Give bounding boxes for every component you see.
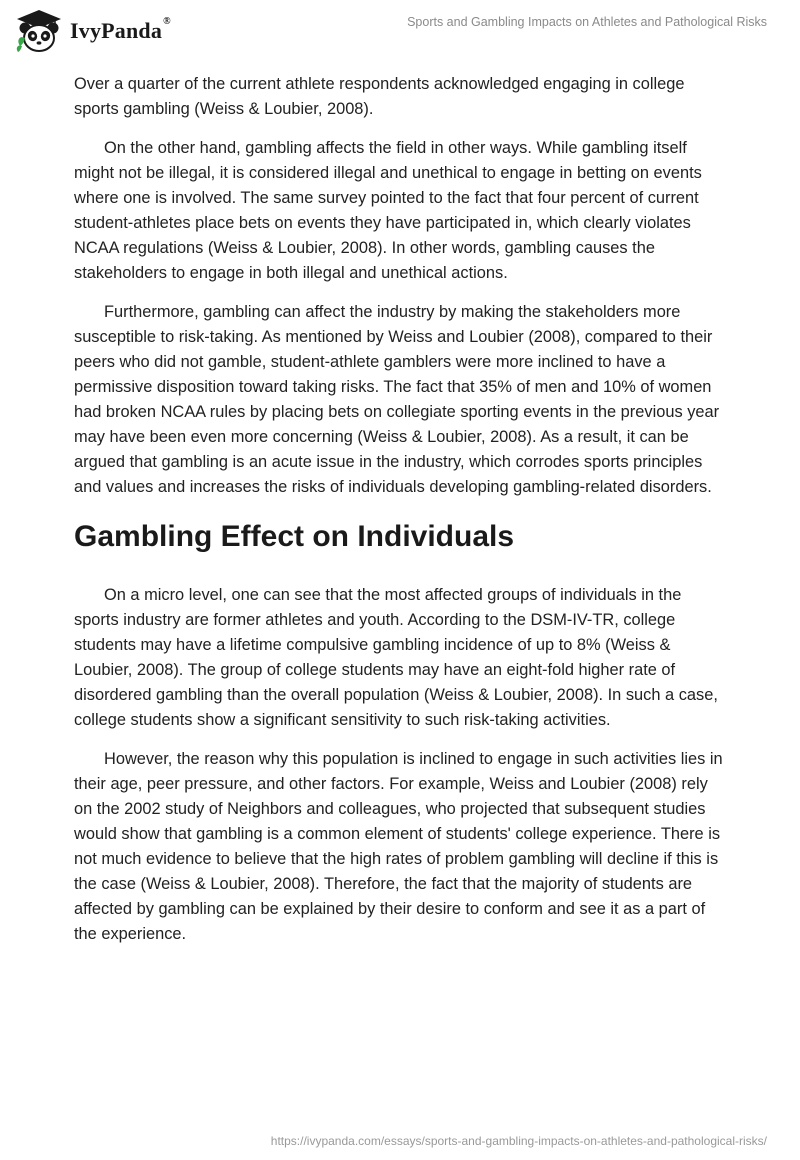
paragraph-3: Furthermore, gambling can affect the industry by making the stakeholders more susceptible to risk-taking. As mentioned by Weiss and Loubier (2008), compared to their peers who did not gamble, student-athlete gamblers were more inclined to have a permissive disposition toward taking risks. The fact that 35% of men and 10% of women had broken NCAA rules by placing bets on collegiate sporting events in the previous year may have been even more concerning (Weiss & Loubier, 2008). As a result, it can be argued that gambling is an acute issue in the industry, which corrodes sports principles and values and increases the risks of individuals developing gambling-related disorders.	[74, 303, 720, 496]
source-url[interactable]: https://ivypanda.com/essays/sports-and-gambling-impacts-on-athletes-and-pathological-risks/	[270, 1134, 767, 1148]
paragraph-2: On the other hand, gambling affects the field in other ways. While gambling itself might not be illegal, it is considered illegal and unethical to engage in betting on events where one is involved. The same survey pointed to the fact that four percent of current student-athletes place bets on events they have participated in, which clearly violates NCAA regulations (Weiss & Loubier, 2008). In other words, gambling causes the stakeholders to engage in both illegal and unethical actions.	[74, 139, 702, 282]
document-title: Sports and Gambling Impacts on Athletes and Pathological Risks	[407, 15, 767, 29]
paragraph-5: However, the reason why this population is inclined to engage in such activities lies in their age, peer pressure, and other factors. For example, Weiss and Loubier (2008) rely on the 2002 study of Neighbors and colleagues, who projected that subsequent studies would show that gambling is a common element of students' college experience. There is not much evidence to believe that the high rates of problem gambling will decline if this is the case (Weiss & Loubier, 2008). Therefore, the fact that the majority of students are affected by gambling can be explained by their desire to conform and see it as a part of the experience.	[74, 750, 723, 943]
paragraph-4: On a micro level, one can see that the most affected groups of individuals in the sports industry are former athletes and youth. According to the DSM-IV-TR, college students may have a lifetime compulsive gambling incidence of up to 8% (Weiss & Loubier, 2008). The group of college students may have an eight-fold higher rate of disordered gambling than the overall population (Weiss & Loubier, 2008). In such a case, college students show a significant sensitivity to such risk-taking activities.	[74, 586, 718, 729]
page-header	[0, 0, 800, 60]
paragraph-1: Over a quarter of the current athlete respondents acknowledged engaging in college sports gambling (Weiss & Loubier, 2008).	[74, 75, 685, 118]
essay-body	[74, 72, 726, 961]
ivypanda-logo[interactable]	[14, 8, 171, 54]
section-heading: Gambling Effect on Individuals	[74, 520, 515, 553]
registered-mark: ®	[163, 16, 171, 27]
brand-name: IvyPanda®	[70, 16, 171, 43]
panda-graduation-icon	[14, 8, 64, 54]
